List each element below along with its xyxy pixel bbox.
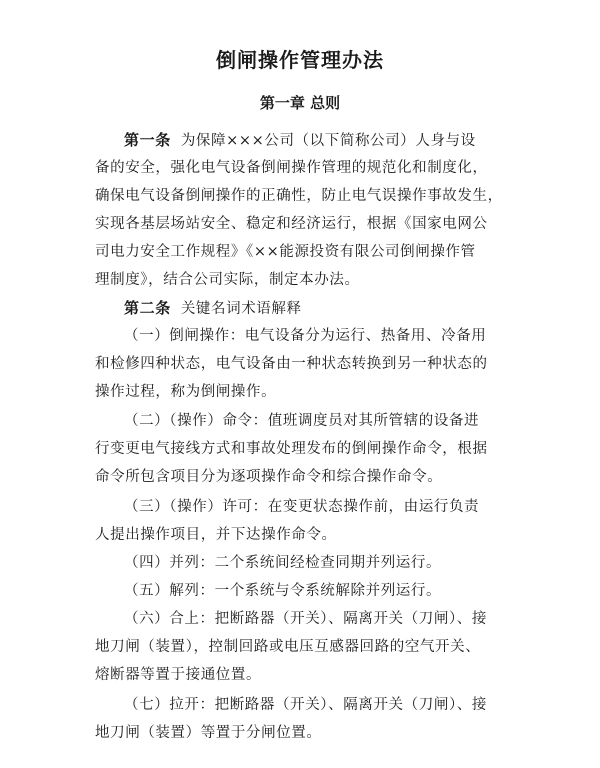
article1-line: 为保障×××公司（以下简称公司）人身与设 bbox=[180, 133, 476, 149]
term-item-4-line: （四）并列：二个系统间经检查同期并列运行。 bbox=[124, 555, 442, 571]
article2-label: 第二条 bbox=[124, 299, 171, 317]
term-item-1-line: 和检修四种状态，电气设备由一种状态转换到另一种状态的 bbox=[95, 356, 488, 372]
document-title: 倒闸操作管理办法 bbox=[216, 48, 384, 72]
term-item-5-line: （五）解列：一个系统与令系统解除并列运行。 bbox=[124, 583, 442, 599]
term-item-1-line: （一）倒闸操作：电气设备分为运行、热备用、冷备用 bbox=[124, 328, 487, 344]
term-item-7-line: 地刀闸（装置）等置于分闸位置。 bbox=[95, 725, 322, 741]
article1-line: 备的安全，强化电气设备倒闸操作管理的规范化和制度化， bbox=[95, 160, 488, 176]
chapter-heading: 第一章 总则 bbox=[259, 94, 341, 112]
article2-heading: 关键名词术语解释 bbox=[180, 301, 302, 317]
term-item-3-line: （三）（操作）许可：在变更状态操作前，由运行负责 bbox=[124, 499, 480, 515]
article1-line: 司电力安全工作规程》《××能源投资有限公司倒闸操作管 bbox=[95, 244, 476, 260]
term-item-1-line: 操作过程，称为倒闸操作。 bbox=[95, 384, 277, 400]
term-item-3-line: 人提出操作项目，并下达操作命令。 bbox=[95, 527, 337, 543]
article1-line: 确保电气设备倒闸操作的正确性，防止电气误操作事故发生， bbox=[95, 188, 503, 204]
article1-label: 第一条 bbox=[124, 131, 171, 149]
term-item-6-line: （六）合上：把断路器（开关）、隔离开关（刀闸）、接 bbox=[124, 611, 487, 627]
article1-line: 实现各基层场站安全、稳定和经济运行，根据《国家电网公 bbox=[95, 216, 488, 232]
term-item-2-line: 命令所包含项目分为逐项操作命令和综合操作命令。 bbox=[95, 469, 443, 485]
article1-first-line bbox=[124, 130, 564, 151]
term-item-2-line: （二）（操作）命令：值班调度员对其所管辖的设备进 bbox=[124, 413, 480, 429]
term-item-2-line: 行变更电气接线方式和事故处理发布的倒闸操作命令，根据 bbox=[95, 441, 488, 457]
term-item-7-line: （七）拉开：把断路器（开关）、隔离开关（刀闸）、接 bbox=[124, 697, 487, 713]
article1-line: 理制度》，结合公司实际，制定本办法。 bbox=[95, 272, 360, 288]
term-item-6-line: 地刀闸（装置），控制回路或电压互感器回路的空气开关、 bbox=[95, 639, 481, 655]
term-item-6-line: 熔断器等置于接通位置。 bbox=[95, 667, 262, 683]
article2-heading-line bbox=[124, 298, 564, 319]
